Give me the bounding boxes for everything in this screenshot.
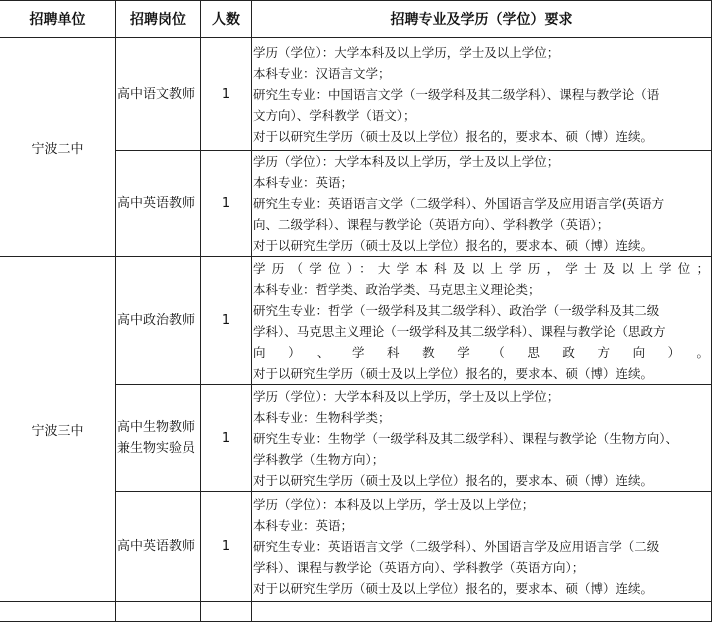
count-cell: 1 [201,385,252,492]
requirement-line: 对于以研究生学历（硕士及以上学位）报名的，要求本、硕（博）连续。 [253,238,654,253]
unit-cell: 宁波二中 [0,38,116,257]
requirement-line: 学历（学位）：本科及以上学历，学士及以上学位； [253,497,535,512]
position-cell [116,385,201,492]
requirement-line: 学历（学位）：大学本科及以上学历，学士及以上学位； [253,388,560,404]
position-title-line: 兼生物实验员 [117,441,196,456]
position-cell [116,38,201,151]
count-cell: 1 [201,492,252,602]
requirement-line: 对于以研究生学历（硕士及以上学位）报名的，要求本、硕（博）连续。 [253,472,654,488]
requirement-line: 本科专业：英语； [253,518,354,533]
requirement-line: 研究生专业：英语语言文学（二级学科）、外国语言学及应用语言学（二级 [253,539,660,554]
requirement-line: 本科专业：生物科学类； [253,409,391,425]
requirements-cell [252,385,712,492]
table-row [0,38,712,151]
requirement-line: 对于以研究生学历（硕士及以上学位）报名的，要求本、硕（博）连续。 [253,365,654,381]
requirement-line: 向）、学科教学（思政方向）。 [253,344,709,360]
requirement-line: 学历（学位）：大学本科及以上学历，学士及以上学位； [253,260,709,276]
header-row [0,1,712,38]
requirement-line: 向、二级学科）、课程与教学论（英语方向）、学科教学（英语）； [253,217,610,232]
requirements-cell [252,257,712,385]
requirement-line: 学科）、马克思主义理论（一级学科及其二级学科）、课程与教学论（思政方 [253,323,666,339]
table-row [0,257,712,385]
requirement-line: 文方向）、学科教学（语文）； [253,107,416,123]
requirement-line: 对于以研究生学历（硕士及以上学位）报名的，要求本、硕（博）连续。 [253,128,654,144]
count-cell: 1 [201,257,252,385]
requirement-line: 学历（学位）：大学本科及以上学历，学士及以上学位； [253,44,560,60]
header-unit: 招聘单位 [0,1,116,38]
position-cell [116,151,201,257]
unit-cell: 宁波三中 [0,257,116,602]
requirement-line: 本科专业：哲学类、政治学类、马克思主义理论类； [253,281,541,297]
position-title-line: 高中英语教师 [117,539,196,554]
requirement-line: 本科专业：汉语言文学； [253,65,391,81]
position-title-line: 高中英语教师 [117,196,196,211]
header-count: 人数 [201,1,252,38]
requirement-line: 研究生专业：中国语言文学（一级学科及其二级学科）、课程与教学论（语 [253,86,660,102]
header-requirements: 招聘专业及学历（学位）要求 [252,1,712,38]
requirement-line: 本科专业：英语； [253,175,354,190]
position-cell [116,492,201,602]
position-title-line: 高中政治教师 [117,313,196,328]
count-cell: 1 [201,151,252,257]
requirement-line: 研究生专业：生物学（一级学科及其二级学科）、课程与教学论（生物方向）、 [253,430,679,446]
requirements-cell [252,151,712,257]
requirement-line: 学历（学位）：大学本科及以上学历，学士及以上学位； [253,154,560,169]
requirements-cell [252,492,712,602]
requirement-line: 学科教学（生物方向）； [253,451,385,467]
count-cell: 1 [201,38,252,151]
requirement-line: 研究生专业：哲学（一级学科及其二级学科）、政治学（一级学科及其二级 [253,302,660,318]
requirement-line: 研究生专业：英语语言文学（二级学科）、外国语言学及应用语言学(英语方 [253,196,665,211]
requirements-cell [252,38,712,151]
position-title-line: 高中生物教师 [117,420,196,435]
header-position: 招聘岗位 [116,1,201,38]
next-row-partial [0,602,712,622]
position-title-line: 高中语文教师 [117,86,196,102]
requirement-line: 对于以研究生学历（硕士及以上学位）报名的，要求本、硕（博）连续。 [253,581,654,596]
position-cell [116,257,201,385]
requirement-line: 学科）、课程与教学论（英语方向）、学科教学（英语方向）； [253,560,585,575]
